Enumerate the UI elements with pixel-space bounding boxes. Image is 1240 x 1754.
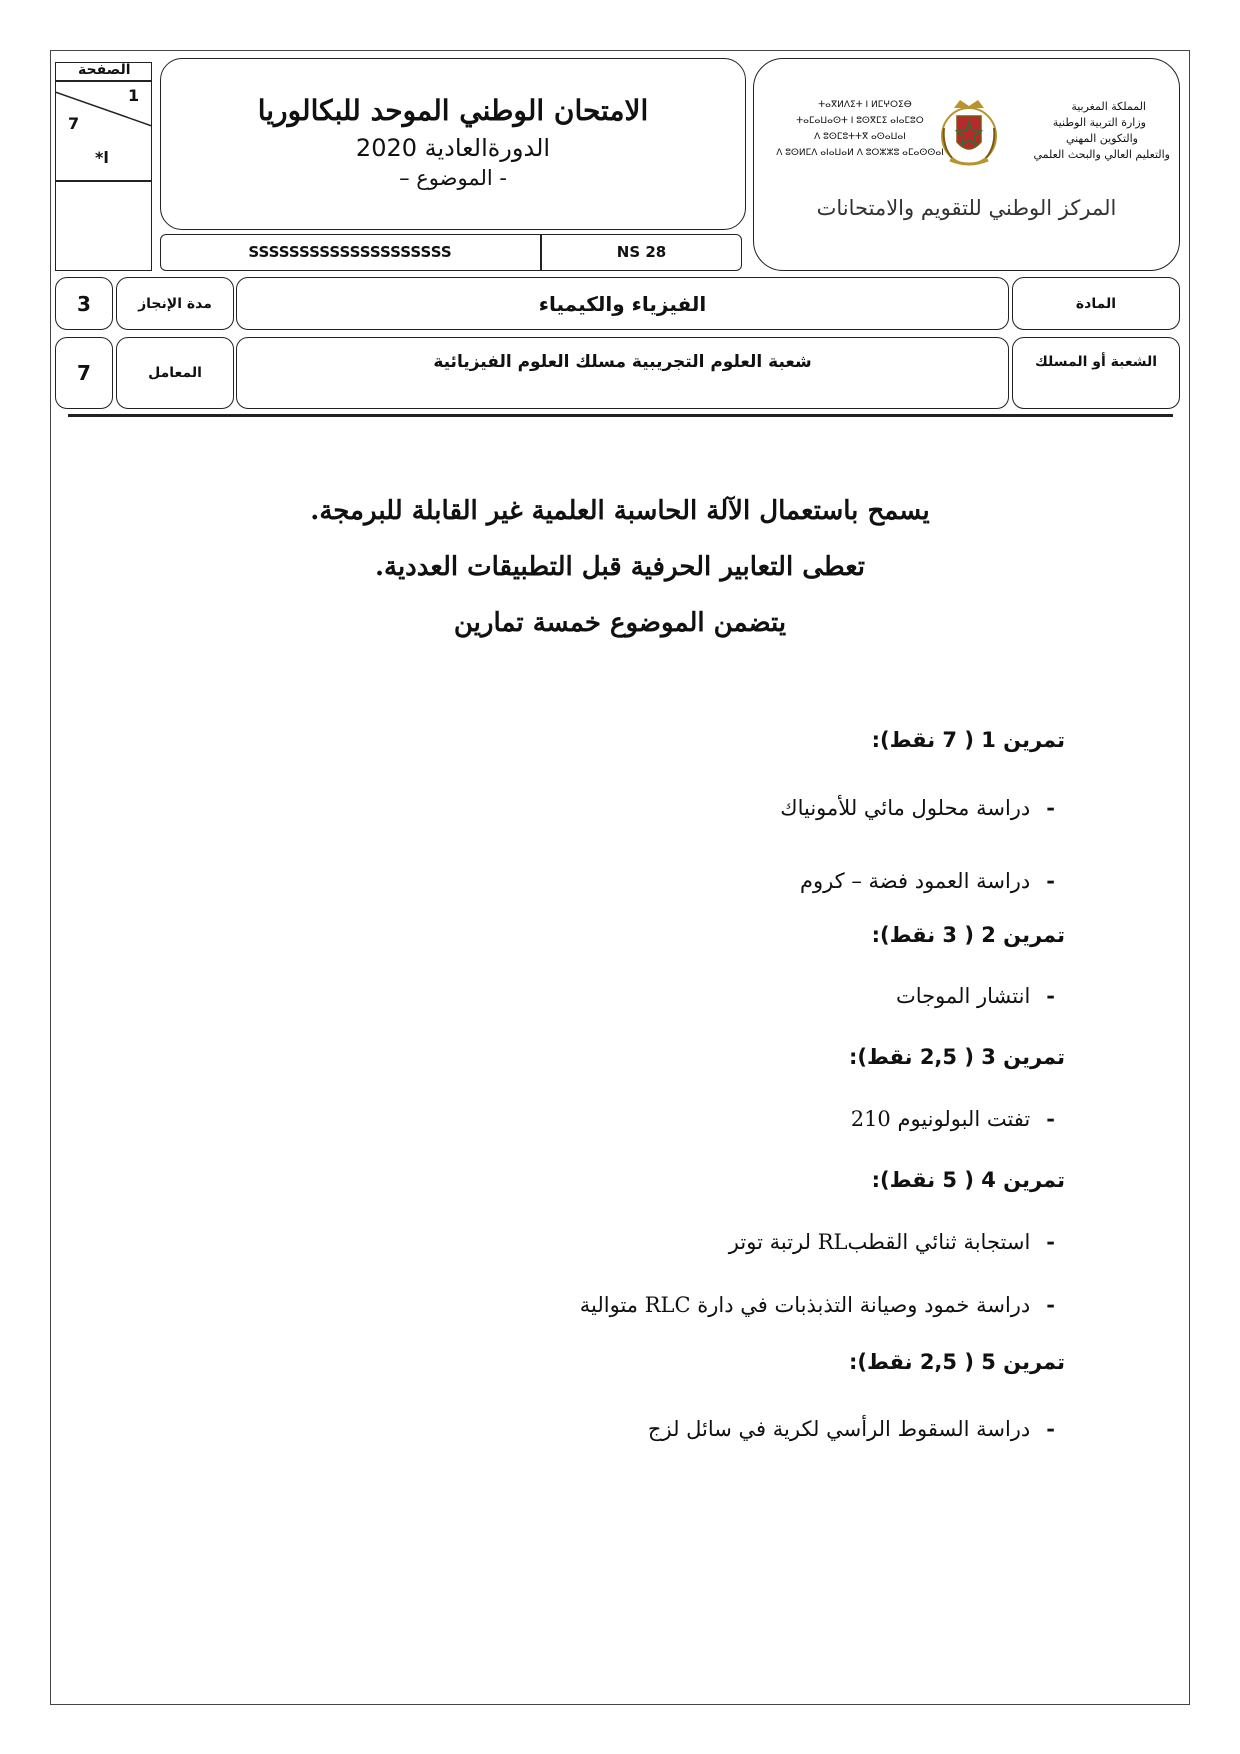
subject-value: الفيزياء والكيمياء: [538, 291, 707, 316]
exercise-2-title: تمرين 2 ( 3 نقط):: [871, 923, 1065, 947]
track-label-cell: [1012, 337, 1180, 409]
exercise-3-item-1: [851, 1106, 1055, 1131]
subject-label-cell: [1012, 277, 1180, 330]
duration-value-cell: [55, 277, 113, 330]
page-current: 1: [128, 86, 140, 105]
exercise-3-item-1-text: تفتت البولونيوم 210: [850, 1107, 1031, 1131]
exercise-4-item-2-text: دراسة خمود وصيانة التذبذبات في دارة RLC متوالية: [579, 1293, 1031, 1317]
ministry-ar-4: والتعليم العالي والبحث العلمي: [1033, 148, 1170, 161]
coefficient-value: 7: [77, 361, 91, 385]
coefficient-label: المعامل: [148, 365, 202, 381]
instruction-calculator: يسمح باستعمال الآلة الحاسبة العلمية غير القابلة للبرمجة.: [310, 496, 930, 526]
subject-label: المادة: [1075, 295, 1117, 312]
exercise-2-item-1: [896, 983, 1055, 1008]
duration-label: مدة الإنجاز: [138, 295, 212, 312]
page-box-divider: [55, 180, 152, 182]
exam-subject-label: - الموضوع –: [399, 166, 507, 190]
coefficient-label-cell: [116, 337, 234, 409]
exercise-4-title: تمرين 4 ( 5 نقط):: [871, 1168, 1065, 1192]
duration-label-cell: [116, 277, 234, 330]
bullet-dash: -: [1046, 983, 1055, 1008]
page-total: 7: [68, 114, 80, 133]
track-label: الشعبة أو المسلك: [1034, 354, 1158, 370]
exercise-5-item-1-text: دراسة السقوط الرأسي لكرية في سائل لزج: [647, 1417, 1031, 1441]
exam-title: الامتحان الوطني الموحد للبكالوريا: [257, 94, 649, 127]
ministry-tifinagh-4: ⴷ ⵓⵙⵍⵎⴷ ⴰⵏⴰⵡⴰⵍ ⴷ ⵓⵔⵣⵣⵓ ⴰⵎⴰⵙⵙⴰⵏ: [776, 148, 944, 158]
coat-of-arms-icon: [940, 98, 998, 168]
exercise-1-item-1: [780, 795, 1055, 820]
bullet-dash: -: [1046, 1106, 1055, 1131]
code-right: NS 28: [616, 243, 667, 261]
ministry-tifinagh-1: ⵜⴰⴳⵍⴷⵉⵜ ⵏ ⵍⵎⵖⵔⵉⴱ: [818, 100, 912, 110]
ministry-tifinagh-3: ⴷ ⵓⵙⵎⵓⵜⵜⴳ ⴰⵙⴰⵡⴰⵏ: [814, 132, 906, 142]
ministry-ar-2: وزارة التربية الوطنية: [1052, 116, 1146, 129]
bullet-dash: -: [1046, 1416, 1055, 1441]
exam-session: الدورةالعادية 2020: [355, 134, 551, 162]
exercise-4-item-1: [729, 1229, 1055, 1254]
exercise-1-item-2: [800, 868, 1055, 893]
exercise-4-item-1-text: استجابة ثنائي القطبRL لرتبة توتر: [728, 1230, 1031, 1254]
instruction-literal-expressions: تعطى التعابير الحرفية قبل التطبيقات العددية.: [374, 552, 866, 582]
page-fraction-slash: [55, 80, 152, 132]
ministry-ar-3: والتكوين المهني: [1065, 132, 1138, 145]
coefficient-value-cell: [55, 337, 113, 409]
exercise-4-item-2: [580, 1292, 1055, 1317]
code-left: SSSSSSSSSSSSSSSSSSSS: [248, 243, 452, 261]
exercise-1-item-1-text: دراسة محلول مائي للأمونياك: [780, 796, 1031, 820]
exercise-2-item-1-text: انتشار الموجات: [895, 984, 1031, 1008]
exercise-5-title: تمرين 5 ( 2,5 نقط):: [849, 1350, 1065, 1374]
track-value-cell: [236, 337, 1009, 409]
track-value: شعبة العلوم التجريبية مسلك العلوم الفيزيائية: [433, 352, 812, 372]
instruction-five-exercises: يتضمن الموضوع خمسة تمارين: [453, 608, 787, 638]
bullet-dash: -: [1046, 1229, 1055, 1254]
page-label: الصفحة: [78, 62, 131, 78]
page-code: *ا: [95, 148, 109, 167]
bullet-dash: -: [1046, 795, 1055, 820]
bullet-dash: -: [1046, 1292, 1055, 1317]
duration-value: 3: [77, 291, 91, 316]
exercise-1-item-2-text: دراسة العمود فضة – كروم: [799, 869, 1031, 893]
ministry-ar-1: المملكة المغربية: [1071, 100, 1146, 113]
exercise-1-title: تمرين 1 ( 7 نقط):: [871, 728, 1065, 752]
header-separator: [68, 414, 1173, 417]
subject-value-cell: [236, 277, 1009, 330]
national-center: المركز الوطني للتقويم والامتحانات: [816, 196, 1117, 220]
exercise-5-item-1: [648, 1416, 1055, 1441]
exercise-3-title: تمرين 3 ( 2,5 نقط):: [849, 1045, 1065, 1069]
ministry-tifinagh-2: ⵜⴰⵎⴰⵡⴰⵙⵜ ⵏ ⵓⵙⴳⵎⵉ ⴰⵏⴰⵎⵓⵔ: [796, 116, 924, 126]
bullet-dash: -: [1046, 868, 1055, 893]
